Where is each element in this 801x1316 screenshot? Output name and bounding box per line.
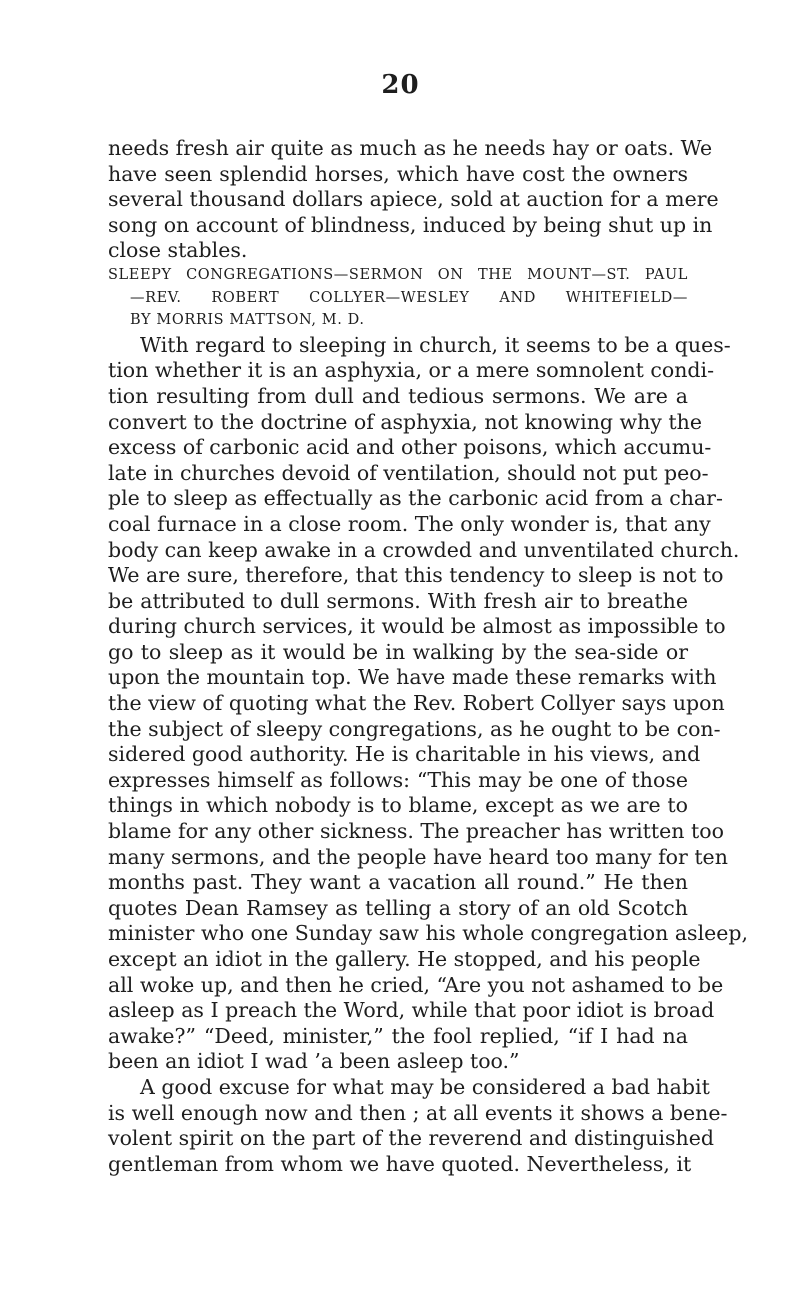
text-line: is well enough now and then ; at all events it shows a bene- — [108, 1100, 728, 1125]
text-line: late in churches devoid of ventilation, should not put peo- — [108, 460, 709, 485]
heading-line: —REV. ROBERT COLLYER—WESLEY AND WHITEFIELD— — [130, 289, 688, 306]
text-line: body can keep awake in a crowded and unventilated church. — [108, 537, 740, 562]
opening-paragraph-continuation — [108, 136, 719, 264]
text-line: during church services, it would be almost as impossible to — [108, 614, 726, 639]
text-line: the view of quoting what the Rev. Robert Collyer says upon — [108, 691, 725, 716]
text-line: needs fresh air quite as much as he needs hay or oats. We — [108, 136, 713, 160]
text-line: tion whether it is an asphyxia, or a mere somnolent condi- — [108, 358, 715, 383]
text-line: several thousand dollars apiece, sold at auction for a mere — [108, 187, 719, 212]
text-line: have seen splendid horses, which have cost the owners — [108, 161, 688, 186]
text-line: With regard to sleeping in church, it seems to be a ques- — [140, 332, 731, 357]
paragraph-good-excuse — [108, 1074, 728, 1177]
book-page-text — [108, 136, 749, 1177]
text-line: song on account of blindness, induced by being shut up in — [108, 212, 713, 237]
section-heading — [108, 265, 688, 332]
text-line: go to sleep as it would be in walking by the sea-side or — [108, 639, 688, 664]
heading-line: SLEEPY CONGREGATIONS—SERMON ON THE MOUNT—ST. PAUL — [108, 266, 688, 283]
text-line: awake?” “Deed, minister,” the fool replied, “if I had na — [108, 1023, 688, 1048]
text-line: all woke up, and then he cried, “Are you not ashamed to be — [108, 972, 724, 997]
text-line: tion resulting from dull and tedious sermons. We are a — [108, 383, 688, 408]
paragraph-sleeping-in-church — [108, 332, 749, 1075]
text-line: except an idiot in the gallery. He stopped, and his people — [108, 947, 701, 971]
text-line: minister who one Sunday saw his whole congregation asleep, — [108, 921, 749, 946]
text-line: things in which nobody is to blame, except as we are to — [108, 793, 688, 818]
text-line: sidered good authority. He is charitable in his views, and — [108, 742, 701, 767]
text-line: quotes Dean Ramsey as telling a story of an old Scotch — [108, 895, 688, 920]
text-line: coal furnace in a close room. The only wonder is, that any — [108, 511, 711, 536]
heading-line: BY MORRIS MATTSON, M. D. — [130, 312, 365, 329]
text-line: asleep as I preach the Word, while that poor idiot is broad — [108, 998, 715, 1023]
text-line: ple to sleep as effectually as the carbonic acid from a char- — [108, 486, 723, 511]
text-line: A good excuse for what may be considered a bad habit — [140, 1074, 710, 1099]
text-line: been an idiot I wad ’a been asleep too.” — [108, 1049, 520, 1074]
text-line: months past. They want a vacation all round.” He then — [108, 870, 688, 895]
text-line: expresses himself as follows: “This may be one of those — [108, 767, 688, 792]
text-line: blame for any other sickness. The preacher has written too — [108, 819, 724, 844]
text-line: the subject of sleepy congregations, as he ought to be con- — [108, 716, 721, 741]
text-line: upon the mountain top. We have made these remarks with — [108, 665, 717, 690]
text-line: convert to the doctrine of asphyxia, not knowing why the — [108, 409, 702, 434]
text-line: We are sure, therefore, that this tendency to sleep is not to — [108, 563, 724, 588]
page-number: 20 — [381, 70, 420, 100]
text-line: be attributed to dull sermons. With fresh air to breathe — [108, 588, 688, 613]
text-line: close stables. — [108, 238, 248, 263]
text-line: many sermons, and the people have heard too many for ten — [108, 844, 728, 869]
text-line: volent spirit on the part of the reverend and distinguished — [108, 1126, 715, 1151]
text-line: gentleman from whom we have quoted. Nevertheless, it — [108, 1151, 692, 1176]
text-line: excess of carbonic acid and other poisons, which accumu- — [108, 435, 712, 460]
